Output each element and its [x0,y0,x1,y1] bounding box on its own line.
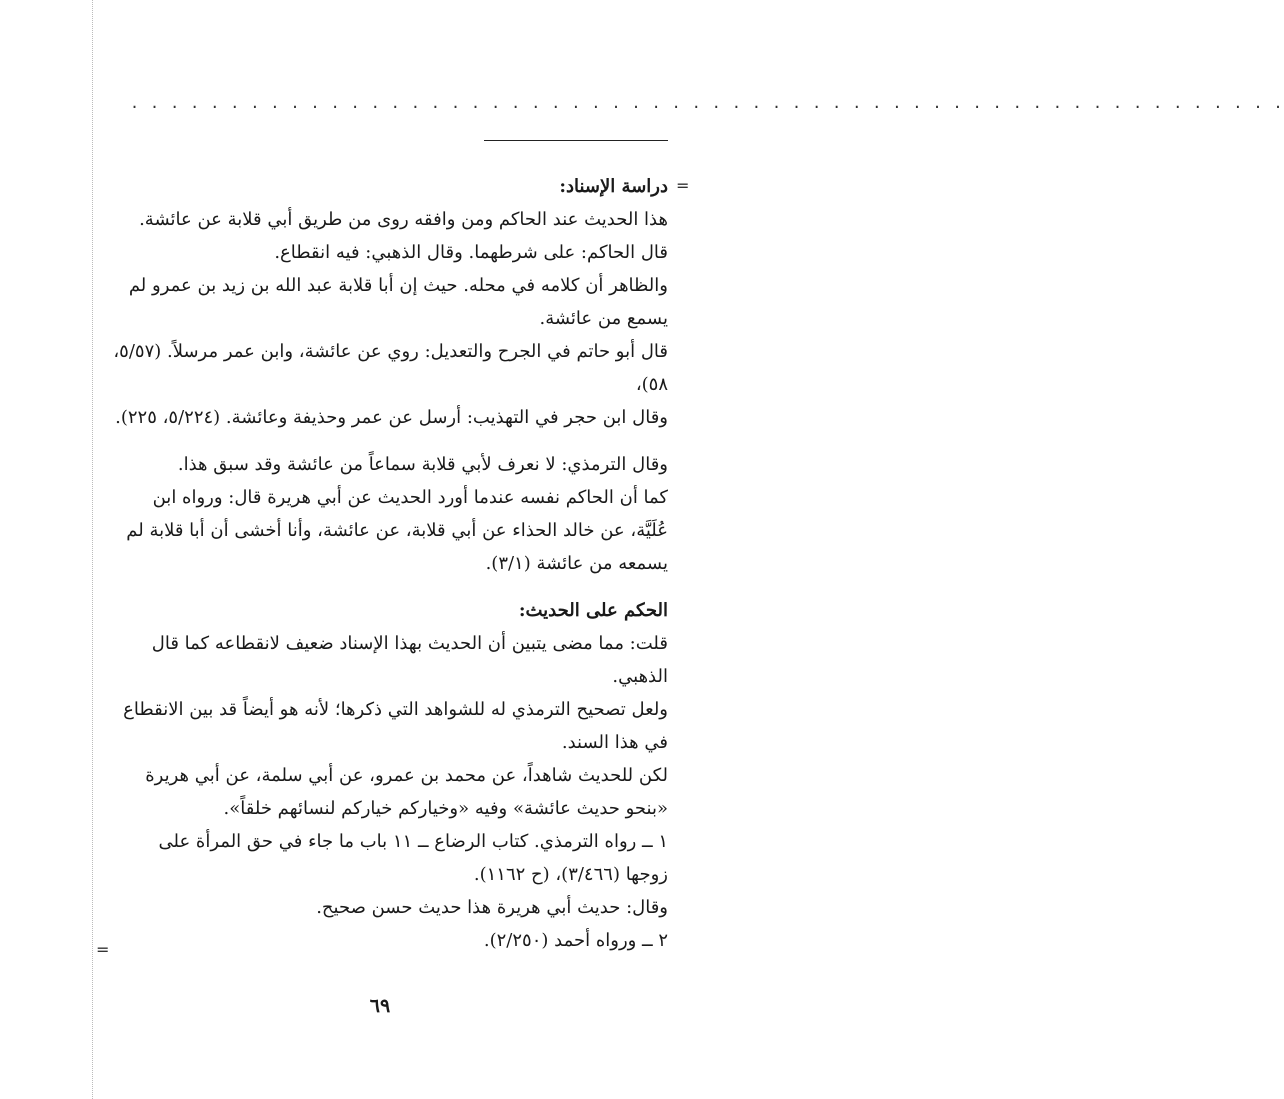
margin-mark-bottom: = [96,940,110,959]
header-short-rule [484,140,668,141]
paragraph: ٢ ــ ورواه أحمد (٢/٢٥٠). [483,930,668,951]
paragraph: ولعل تصحيح الترمذي له للشواهد التي ذكرها؛ لأنه هو أيضاً قد بين الانقطاع في هذا السند. [123,699,668,753]
paragraph: كما أن الحاكم نفسه عندما أورد الحديث عن أبي هريرة قال: ورواه ابن عُلَيَّة، عن خالد الحذاء عن أبي قلابة، عن عائشة، وأنا أخشى أن أبا قلابة لم يسمعه من عائشة (٣/١). [126,487,668,574]
paragraph: والظاهر أن كلامه في محله. حيث إن أبا قلابة عبد الله بن زيد بن عمرو لم يسمع من عائشة. [128,275,668,329]
page-number: ٦٩ [369,995,391,1017]
paragraph: وقال ابن حجر في التهذيب: أرسل عن عمر وحذيفة وعائشة. (٥/٢٢٤، ٢٢٥). [115,407,668,428]
section-heading-isnad: دراسة الإسناد: [559,176,668,197]
page-body [113,170,668,957]
paragraph: وقال الترمذي: لا نعرف لأبي قلابة سماعاً من عائشة وقد سبق هذا. [177,454,668,475]
section-heading-hukm: الحكم على الحديث: [518,600,668,621]
paragraph: ١ ــ رواه الترمذي. كتاب الرضاع ــ ١١ باب ما جاء في حق المرأة على زوجها (٣/٤٦٦)، (ح ١١٦٢). [158,831,668,885]
margin-mark-top: = [676,176,690,195]
paragraph: هذا الحديث عند الحاكم ومن وافقه روى من طريق أبي قلابة عن عائشة. [139,209,668,230]
paragraph: قال أبو حاتم في الجرح والتعديل: روي عن عائشة، وابن عمر مرسلاً. (٥/٥٧، ٥٨)، [113,341,668,395]
paragraph: قال الحاكم: على شرطهما. وقال الذهبي: فيه انقطاع. [274,242,668,263]
spacer [113,580,668,594]
header-dotted-rule: . . . . . . . . . . . . . . . . . . . . . . . . . . . . . . . . . . . . . . . . . . . . . . . . . . . . . . . . . . [130,94,1284,112]
margin-line [92,0,93,1099]
paragraph: قلت: مما مضى يتبين أن الحديث بهذا الإسناد ضعيف لانقطاعه كما قال الذهبي. [151,633,668,687]
spacer [113,434,668,448]
paragraph: وقال: حديث أبي هريرة هذا حديث حسن صحيح. [316,897,668,918]
paragraph: لكن للحديث شاهداً، عن محمد بن عمرو، عن أبي سلمة، عن أبي هريرة «بنحو حديث عائشة» وفيه «وخياركم خياركم لنسائهم خلقاً». [145,765,668,819]
